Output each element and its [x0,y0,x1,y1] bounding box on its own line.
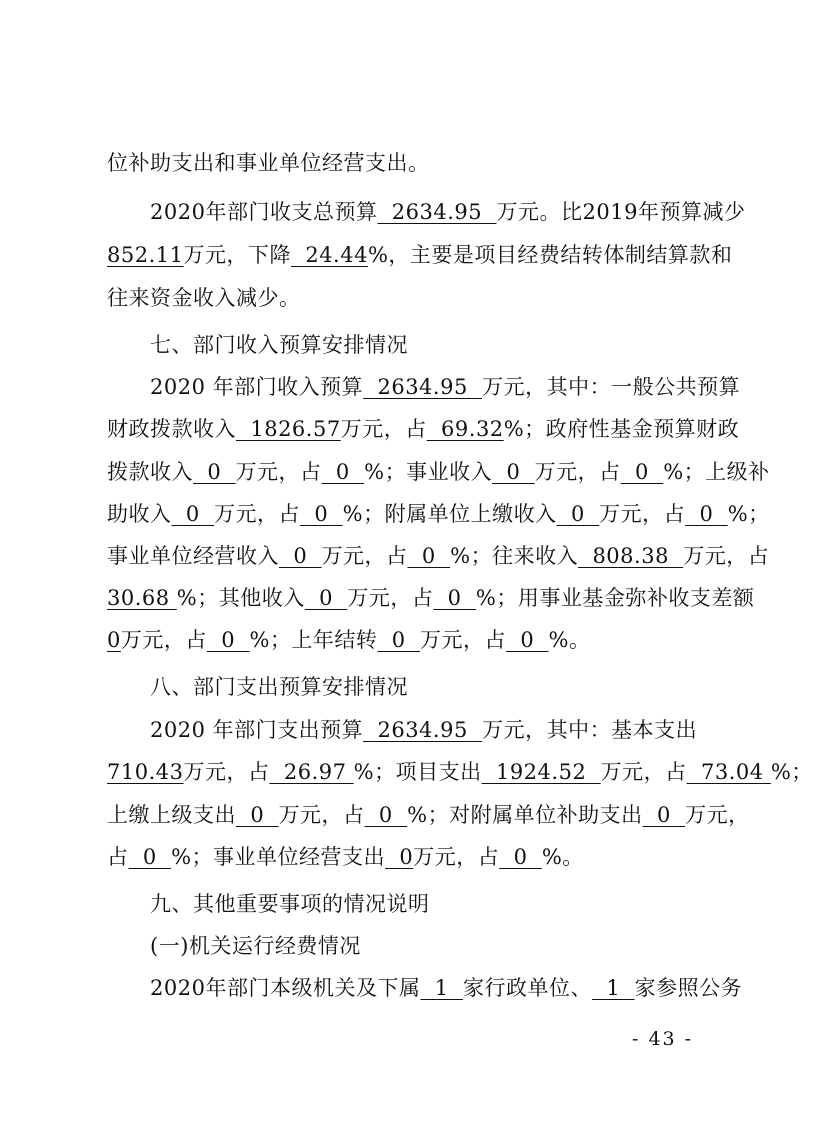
text-line [107,499,770,529]
underlined-value: 0 [556,502,600,526]
text-run: 位补助支出和事业单位经营支出。 [107,151,430,175]
underlined-value: 1 [592,976,635,1000]
underlined-value: 0 [107,628,121,652]
text-run: 2020 年部门支出预算 [107,718,364,742]
text-run: 万元，占 [183,760,270,784]
text-line [107,148,707,178]
text-run: 万元，占 [347,586,434,610]
text-run: %。 [541,845,584,869]
underlined-value: 0 [193,460,236,484]
underlined-value: 30.68 [107,586,177,610]
underlined-value: 0 [236,803,279,827]
text-line [107,715,707,745]
text-run: 万元，其中：一般公共预算 [482,375,741,399]
text-run: 万元，占 [419,628,506,652]
underlined-value: 0 [385,845,414,869]
text-line [107,541,770,571]
text-run: 家行政单位、 [463,976,593,1000]
underlined-value: 69.32 [426,417,504,441]
text-run: 拨款收入 [107,460,193,484]
underlined-value: 0 [407,544,451,568]
text-line [107,672,707,702]
text-run: %；对附属单位补助支出 [407,803,643,827]
text-run: 万元，其中：基本支出 [482,718,698,742]
text-run: (一)机关运行经费情况 [107,934,361,958]
underlined-value: 0 [685,502,728,526]
text-run: 万元，占 [120,628,207,652]
underlined-value: 0 [171,502,215,526]
text-line [107,800,750,830]
underlined-value: 0 [364,803,408,827]
underlined-value: 0 [505,628,549,652]
underlined-value: 0 [300,502,343,526]
text-run: %；附属单位上缴收入 [342,502,557,526]
text-run: 2020年部门本级机关及下属 [107,976,421,1000]
underlined-value: 73.04 [686,760,771,784]
underlined-value: 808.38 [578,544,684,568]
underlined-value: 0 [620,460,664,484]
text-run: %；政府性基金预算财政 [503,417,740,441]
text-run: 万元，占 [214,502,301,526]
underlined-value: 0 [304,586,348,610]
text-run: %；其他收入 [176,586,305,610]
text-run: 万元，占 [600,760,687,784]
text-run: 万元，占 [235,460,322,484]
text-run: %； [770,760,813,784]
text-run: %，主要是项目经费结转体制结算款和 [367,243,733,267]
text-run: 万元，占 [278,803,365,827]
text-run: 万元， [685,803,750,827]
underlined-value: 1924.52 [481,760,601,784]
underlined-value: 0 [492,460,535,484]
text-line [107,457,770,487]
text-run: 往来资金收入减少。 [107,286,301,310]
text-line [107,973,743,1003]
text-run: 七、部门收入预算安排情况 [107,333,408,357]
text-run: %； [727,502,770,526]
text-line [107,931,707,961]
text-run: 事业单位经营收入 [107,544,279,568]
underlined-value: 1826.57 [236,417,341,441]
underlined-value: 0 [321,460,365,484]
text-run: 万元，占 [599,502,686,526]
text-run: %；用事业基金弥补收支差额 [475,586,755,610]
underlined-value: 2634.95 [377,200,497,224]
text-run: 万元，占 [340,417,427,441]
text-line [107,330,707,360]
text-line [107,889,707,919]
text-run: 八、部门支出预算安排情况 [107,675,408,699]
text-line [107,283,707,313]
text-line [107,625,707,655]
text-run: 万元，占 [413,845,500,869]
page-number: - 43 - [632,1028,694,1050]
text-run: %；事业单位经营支出 [171,845,386,869]
underlined-value: 0 [433,586,476,610]
text-run: 助收入 [107,502,172,526]
text-run: %；项目支出 [353,760,482,784]
text-run: 2020年部门收支总预算 [107,200,378,224]
text-run: 万元，下降 [183,243,291,267]
underlined-value: 852.11 [107,243,184,267]
underlined-value: 26.97 [269,760,354,784]
underlined-value: 0 [642,803,686,827]
text-run: %；往来收入 [450,544,579,568]
underlined-value: 2634.95 [363,375,483,399]
underlined-value: 0 [206,628,250,652]
underlined-value: 0 [279,544,322,568]
text-run: 万元，占 [321,544,408,568]
underlined-value: 0 [128,845,172,869]
text-run: 占 [107,845,129,869]
underlined-value: 1 [420,976,464,1000]
text-line [107,240,733,270]
text-run: %；事业收入 [364,460,493,484]
text-run: 上缴上级支出 [107,803,236,827]
text-run: 万元，占 [683,544,770,568]
text-line [107,372,741,402]
text-run: 九、其他重要事项的情况说明 [107,892,430,916]
underlined-value: 710.43 [107,760,184,784]
text-line [107,842,707,872]
text-run: 家参照公务 [634,976,743,1000]
text-run: %；上级补 [663,460,770,484]
text-run: 万元，占 [534,460,621,484]
text-run: %。 [548,628,591,652]
text-line [107,414,740,444]
text-run: 2020 年部门收入预算 [107,375,364,399]
text-run: %；上年结转 [249,628,378,652]
underlined-value: 0 [499,845,542,869]
underlined-value: 24.44 [290,243,368,267]
underlined-value: 0 [377,628,420,652]
text-line [107,757,813,787]
underlined-value: 2634.95 [363,718,483,742]
text-run: 财政拨款收入 [107,417,236,441]
text-line [107,197,746,227]
text-line [107,583,755,613]
text-run: 万元。比2019年预算减少 [496,200,746,224]
